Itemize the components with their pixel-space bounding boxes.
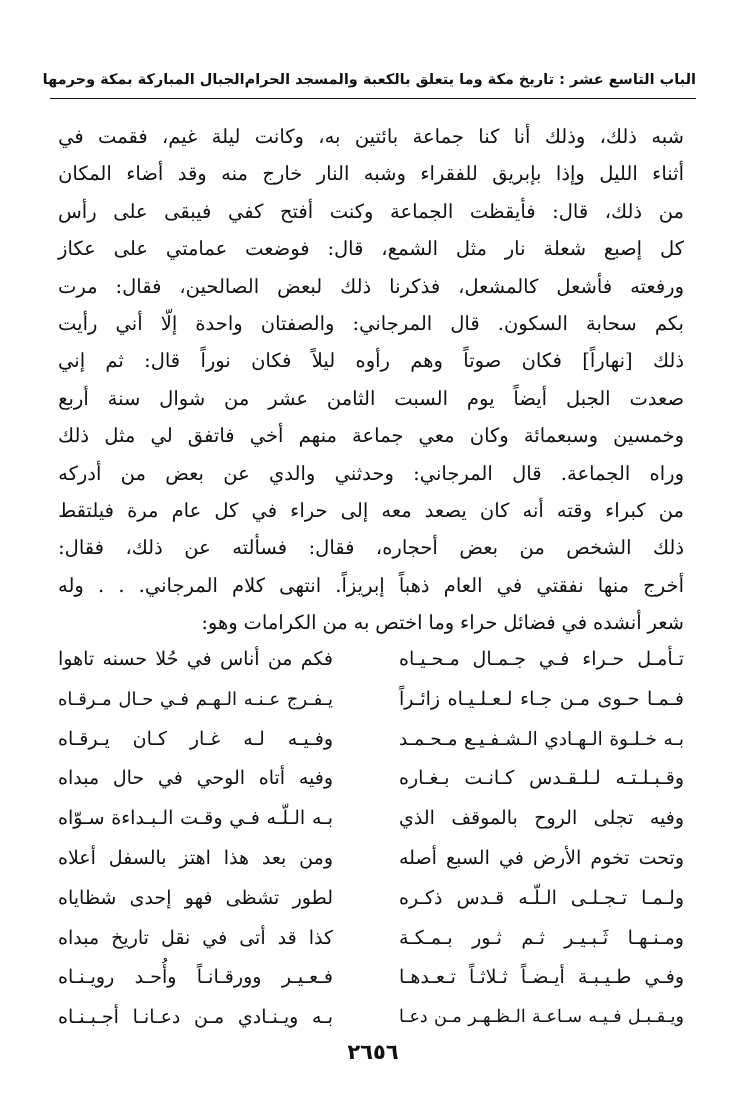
text-line	[58, 230, 684, 267]
poem-verse	[58, 680, 684, 720]
word: فكان	[521, 349, 562, 373]
word: إصبع	[603, 237, 643, 261]
verse-first-hemistich: ومـنـهـا ثَـبـيـر ثـم ثـور بـمـكـة	[399, 926, 684, 949]
word: والصفتان	[260, 311, 335, 335]
header-divider	[50, 98, 696, 99]
poem-verse	[58, 839, 684, 879]
word: نفقتي	[536, 573, 584, 597]
word: المرجاني.	[138, 573, 218, 597]
word: جماعة	[352, 424, 404, 448]
word: في	[561, 611, 588, 635]
running-header	[42, 62, 696, 98]
word: ذلك،	[125, 536, 163, 560]
word: أيضاً	[513, 386, 548, 410]
word: الشخص	[566, 536, 632, 560]
word: أخرج	[643, 573, 684, 597]
word: فقال:	[115, 274, 162, 298]
text-line	[58, 118, 684, 155]
word: ليلة	[211, 125, 241, 148]
word: عام	[171, 498, 202, 522]
poem-verse	[58, 799, 684, 839]
word: نوراً	[200, 349, 231, 373]
text-line	[58, 193, 684, 230]
word: النار	[316, 162, 350, 186]
word: كلام	[232, 573, 266, 597]
word: ذلك	[652, 349, 684, 373]
word: أحجاره،	[375, 536, 438, 560]
word: على	[113, 199, 148, 223]
word: مثل	[455, 237, 487, 261]
text-line	[58, 529, 684, 566]
word: فضائل	[503, 611, 556, 635]
word: أفتح	[279, 199, 314, 223]
word: صوتاً	[463, 349, 502, 373]
word: وقد	[177, 162, 207, 186]
word: فاتفق	[187, 424, 235, 448]
word: [نهاراً]	[582, 349, 633, 373]
word: .	[97, 573, 105, 597]
word: مرت	[58, 274, 98, 298]
word: ليلاً	[311, 349, 336, 373]
word: أدركه	[58, 461, 102, 485]
word: أنا	[513, 125, 531, 148]
word: شبه	[651, 125, 684, 148]
word: كنا	[478, 125, 500, 148]
word: المرجاني:	[352, 311, 433, 335]
word: الجماعة.	[560, 461, 631, 485]
word: وله	[58, 573, 84, 597]
word: الثامن	[326, 386, 376, 410]
word: والدي	[269, 461, 316, 485]
word: ذلك	[58, 424, 90, 448]
word: في	[251, 498, 278, 522]
word: فيبقى	[164, 199, 212, 223]
page-number: ٢٦٥٦	[347, 1040, 399, 1064]
word: لبعض	[277, 274, 323, 298]
word: أني	[115, 311, 143, 335]
word: وهم	[410, 349, 443, 373]
text-line	[58, 380, 684, 417]
word: سنة	[107, 386, 141, 410]
word: فقال:	[308, 536, 355, 560]
verse-first-hemistich: ويـقـبـل فـيـه سـاعـة الـظـهـر مـن دعـا	[399, 1007, 684, 1028]
word: منه	[221, 162, 248, 186]
word: عمامتي	[165, 237, 228, 261]
word: أنشده	[592, 611, 642, 635]
text-line	[58, 305, 684, 342]
word: أضاء	[126, 162, 164, 186]
verse-second-hemistich: فكم من أناس في حُلا حسنه تاهوا	[58, 648, 333, 670]
word: رأوه	[355, 349, 390, 373]
word: مرة	[127, 498, 159, 522]
word: السكون.	[497, 311, 568, 335]
word: ورفعته	[630, 274, 684, 298]
word: أخي	[249, 424, 284, 448]
word: .	[118, 573, 125, 597]
word: العام	[443, 573, 483, 597]
word: فقال:	[58, 536, 104, 560]
word: شعلة	[543, 237, 587, 261]
verse-second-hemistich: بـه ويـنـادي مـن دعـانـا أجـبـنـاه	[58, 1006, 333, 1029]
word: كل	[659, 237, 684, 261]
word: مثل	[104, 424, 136, 448]
word: من	[658, 498, 684, 522]
word: فذكرنا	[389, 274, 441, 298]
word: للفقراء	[420, 162, 478, 186]
word: كل	[214, 498, 239, 522]
word: المكان	[58, 162, 112, 186]
verse-second-hemistich: لطور تشظى فهو إحدى شظاياه	[58, 886, 333, 909]
word: كالمشعل،	[458, 274, 539, 298]
verse-first-hemistich: وفـي طـيـبـة أيـضـاً ثـلاثـاً تـعـدهـا	[399, 966, 684, 989]
text-line	[58, 492, 684, 529]
word: عكاز	[58, 237, 96, 261]
word: من	[519, 536, 545, 560]
word: ذلك،	[599, 125, 637, 148]
verse-second-hemistich: فـعـيـر وورقـانـاً وأُحـد رويـنـاه	[58, 966, 333, 989]
word: فوضعت	[245, 237, 310, 261]
word: أربع	[58, 386, 89, 410]
word: إبريزاً.	[335, 573, 385, 597]
word: بعض	[165, 461, 204, 485]
verse-second-hemistich: بـه الـلّـه فـي وقـت الـبـداءة سـوّاه	[58, 807, 333, 830]
word: بكم	[654, 311, 684, 335]
word: به	[353, 611, 370, 635]
word: وراه	[649, 461, 684, 485]
word: واحدة	[195, 311, 243, 335]
text-line	[58, 417, 684, 454]
word: ثم	[105, 349, 124, 373]
word: خارج	[262, 162, 303, 186]
word: منها	[597, 573, 630, 597]
word: وذلك	[544, 125, 586, 148]
verse-first-hemistich: وقـبـلـتـه لـلـقـدس كـانـت بـغـاره	[399, 767, 684, 790]
word: غيم،	[161, 125, 198, 148]
word: فقمت	[98, 125, 148, 148]
word: قال	[450, 311, 480, 335]
poem-verse	[58, 759, 684, 799]
word: عن	[223, 461, 250, 485]
text-line	[58, 268, 684, 305]
word: يوم	[466, 386, 495, 410]
text-line	[58, 604, 684, 641]
verse-second-hemistich: وفـيـه لـه غـار كـان يـرقـاه	[58, 727, 333, 750]
verse-first-hemistich: وتحت تخوم الأرض في السبع أصله	[399, 846, 684, 869]
word: كان	[479, 498, 510, 522]
verse-second-hemistich: وفيه أتاه الوحي في حال مبداه	[58, 767, 333, 790]
word: وما	[428, 611, 455, 635]
word: كفي	[227, 199, 264, 223]
word: وشبه	[363, 162, 406, 186]
word: قال:	[144, 349, 181, 373]
word: وكانت	[254, 125, 304, 148]
word: وحدثني	[334, 461, 394, 485]
word: وقته	[556, 498, 592, 522]
word: فسألته	[232, 536, 288, 560]
word: بائتين	[354, 125, 399, 148]
word: منهم	[298, 424, 337, 448]
word: ذهباً	[398, 573, 430, 597]
word: كبراء	[605, 498, 646, 522]
poem-verse	[58, 879, 684, 919]
word: يصعد	[424, 498, 467, 522]
verse-second-hemistich: كذا قد أتى في نقل تاريخ مبداه	[58, 926, 333, 949]
text-line	[58, 342, 684, 379]
word: الجبل	[565, 386, 611, 410]
word: وكنت	[329, 199, 374, 223]
word: به،	[318, 125, 341, 148]
text-line	[58, 155, 684, 192]
word: نار	[504, 237, 526, 261]
word: شعر	[647, 611, 684, 635]
poem-verse	[58, 640, 684, 680]
word: فأشعل	[556, 274, 613, 298]
word: إني	[58, 349, 86, 373]
word: معه	[381, 498, 412, 522]
text-line	[58, 567, 684, 604]
word: من	[120, 461, 146, 485]
word: من	[658, 199, 684, 223]
word: حراء	[290, 498, 328, 522]
word: أثناء	[652, 162, 684, 186]
word: في	[496, 573, 523, 597]
section-title: الجبال المباركة بمكة وحرمها	[42, 72, 245, 88]
word: شوال	[159, 386, 206, 410]
poem-verse	[58, 720, 684, 760]
word: فيلتقط	[58, 498, 114, 522]
word: سحابة	[585, 311, 637, 335]
word: الجماعة	[390, 199, 454, 223]
verse-second-hemistich: يـفـرج عـنـه الـهـم فـي حـال مـرقـاه	[58, 688, 333, 710]
word: إلى	[340, 498, 369, 522]
word: انتهى	[279, 573, 322, 597]
word: قال:	[327, 237, 364, 261]
word: ذلك	[652, 536, 684, 560]
word: رأيت	[58, 311, 98, 335]
word: جماعة	[412, 125, 464, 148]
word: وخمسين	[613, 424, 684, 448]
word: السبت	[394, 386, 449, 410]
word: ذلك	[340, 274, 372, 298]
word: إلّا	[160, 311, 178, 335]
poem-verse	[58, 998, 684, 1038]
word: وكان	[469, 424, 509, 448]
word: وإذا	[555, 162, 585, 186]
word: فأيقظت	[469, 199, 536, 223]
word: وسبعمائة	[523, 424, 598, 448]
word: معي	[418, 424, 455, 448]
word: عن	[184, 536, 211, 560]
word: قال:	[552, 199, 589, 223]
verse-first-hemistich: ولـمـا تـجـلـى الـلّـه قـدس ذكـره	[399, 886, 684, 909]
word: حراء	[460, 611, 498, 635]
word: من	[322, 611, 348, 635]
verse-first-hemistich: تـأمـل حـراء فـي جـمـال مـحـيـاه	[399, 648, 684, 670]
word: اختص	[375, 611, 423, 635]
word: الصالحين،	[179, 274, 260, 298]
word: بعض	[459, 536, 499, 560]
verse-first-hemistich: وفيه تجلى الروح بالموقف الذي	[399, 807, 684, 830]
word: صعدت	[629, 386, 684, 410]
word: بإبريق	[492, 162, 542, 186]
poem	[58, 640, 684, 1038]
word: قال	[512, 461, 542, 485]
poem-verse	[58, 919, 684, 959]
word: رأس	[58, 199, 97, 223]
verse-first-hemistich: فـمـا حـوى مـن جـاء لـعـلـيـاه زائـراً	[399, 687, 684, 710]
word: الشمع،	[381, 237, 438, 261]
word: ذلك،	[604, 199, 643, 223]
word: الكرامات	[243, 611, 317, 635]
word: فكان	[251, 349, 292, 373]
verse-first-hemistich: بـه خـلـوة الـهـادي الـشـفـيـع مـحـمـد	[399, 728, 684, 750]
word: من	[224, 386, 250, 410]
word: لي	[150, 424, 173, 448]
text-line	[58, 455, 684, 492]
word: على	[113, 237, 148, 261]
poem-verse	[58, 958, 684, 998]
word: عشر	[268, 386, 309, 410]
word: وهو:	[201, 611, 238, 635]
chapter-title: الباب التاسع عشر : تاريخ مكة وما يتعلق بالكعبة والمسجد الحرام	[244, 72, 696, 88]
verse-second-hemistich: ومن بعد هذا اهتز بالسفل أعلاه	[58, 846, 333, 869]
word: الليل	[599, 162, 638, 186]
word: في	[58, 125, 84, 148]
word: أنه	[522, 498, 544, 522]
word: المرجاني:	[413, 461, 493, 485]
prose-paragraph	[58, 118, 684, 641]
